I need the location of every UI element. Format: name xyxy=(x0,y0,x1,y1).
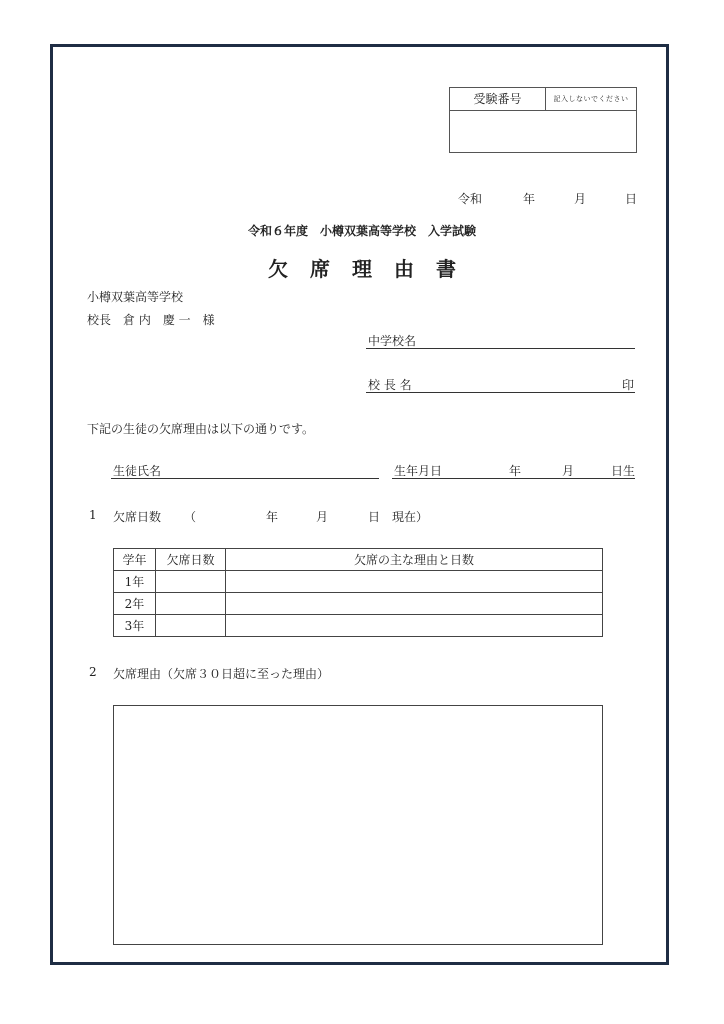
absence-days-cell xyxy=(156,615,226,637)
header-absence-days: 欠席日数 xyxy=(156,549,226,571)
junior-high-school-line xyxy=(366,348,635,349)
date-era: 令和 xyxy=(458,192,483,206)
document-subtitle: 令和６年度 小樽双葉高等学校 入学試験 xyxy=(247,224,476,238)
exam-number-header xyxy=(450,88,636,111)
principal-name-line xyxy=(366,392,635,393)
section2-label: 欠席理由（欠席３０日超に至った理由） xyxy=(113,667,330,681)
absence-reason-box xyxy=(113,705,603,945)
exam-number-note: 記入しないでください xyxy=(553,95,629,103)
reason-cell xyxy=(226,593,603,615)
table-row xyxy=(114,615,603,637)
birth-date-line xyxy=(392,478,635,479)
reason-cell xyxy=(226,571,603,593)
junior-high-school-label: 中学校名 xyxy=(368,334,417,348)
birth-day: 日生 xyxy=(611,464,636,478)
section1-number: 1 xyxy=(89,508,97,522)
absence-days-cell xyxy=(156,593,226,615)
seal-mark: 印 xyxy=(622,378,635,392)
recipient-school: 小樽双葉高等学校 xyxy=(87,290,184,304)
grade-cell: 1年 xyxy=(114,571,156,593)
table-row xyxy=(114,571,603,593)
principal-name-label: 校 長 名 xyxy=(368,378,412,392)
birth-year: 年 xyxy=(509,464,522,478)
exam-number-label: 受験番号 xyxy=(450,88,546,110)
section1-open-paren: （ xyxy=(184,510,197,524)
section1-year: 年 xyxy=(266,510,279,524)
absence-table xyxy=(113,548,603,637)
section2-number: 2 xyxy=(89,665,97,679)
intro-text: 下記の生徒の欠席理由は以下の通りです。 xyxy=(87,422,315,436)
date-day: 日 xyxy=(625,192,638,206)
section1-suffix: 現在） xyxy=(392,510,429,524)
table-row xyxy=(114,593,603,615)
exam-number-box xyxy=(449,87,637,153)
section1-month: 月 xyxy=(316,510,329,524)
grade-cell: 3年 xyxy=(114,615,156,637)
header-grade: 学年 xyxy=(114,549,156,571)
table-header-row xyxy=(114,549,603,571)
student-name-label: 生徒氏名 xyxy=(113,464,162,478)
section1-day: 日 xyxy=(368,510,381,524)
date-year: 年 xyxy=(523,192,536,206)
student-name-line xyxy=(111,478,379,479)
date-month: 月 xyxy=(574,192,587,206)
section1-label: 欠席日数 xyxy=(113,510,162,524)
reason-cell xyxy=(226,615,603,637)
document-title: 欠席理由書 xyxy=(268,257,478,281)
birth-date-label: 生年月日 xyxy=(394,464,443,478)
grade-cell: 2年 xyxy=(114,593,156,615)
absence-days-cell xyxy=(156,571,226,593)
recipient-principal: 校長 倉 内 慶 一 様 xyxy=(87,313,215,327)
birth-month: 月 xyxy=(562,464,575,478)
header-main-reason: 欠席の主な理由と日数 xyxy=(226,549,603,571)
